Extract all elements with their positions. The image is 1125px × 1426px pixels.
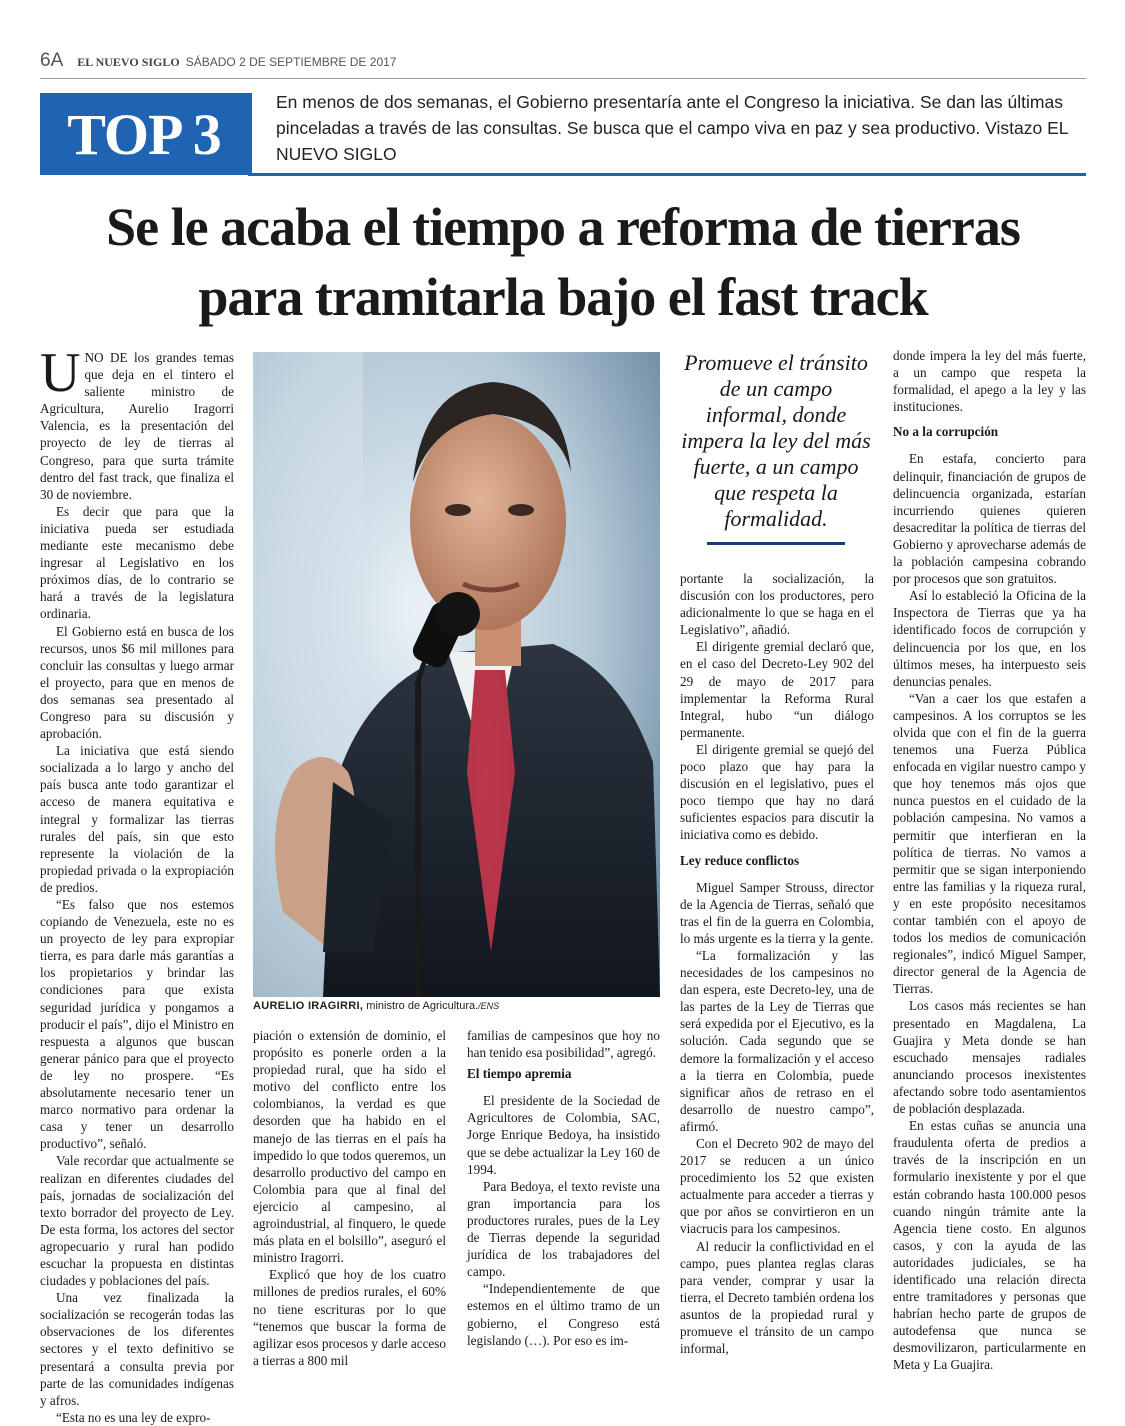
photo-illustration bbox=[253, 352, 660, 997]
article-paragraph: En estas cuñas se anuncia una fraudulenta oferta de predios a través de la inscripción en un formulario inexistente y por el que están cobrando hasta 100.000 pesos cuando ningún trámite ante la Agencia tiene costo. En algunos casos, y con la ayuda de las autoridades judiciales, se ha identificado una relación directa entre tramitadores y personas que habrían hecho parte de grupos de autodefensa que nunca se desmovilizaron, particularmente en Meta y La Guajira. bbox=[893, 1118, 1086, 1373]
newspaper-name: EL NUEVO SIGLO bbox=[77, 55, 180, 69]
article-paragraph: “La formalización y las necesidades de los campesinos no dan espera, este Decreto-ley, una de las partes de la Ley de Tierras que será expedida por el Ejecutivo, es la solución. Cada segundo que se demore la formalización y el acceso a la tierra en Colombia, puede significar años de retraso en el desarrollo de nuestro campo”, afirmó. bbox=[680, 947, 874, 1134]
article-column-2 bbox=[253, 1027, 446, 1369]
article-paragraph: Una vez finalizada la socialización se recogerán todas las observaciones de los diferentes sectores y el texto definitivo se presentará a consulta previa por parte de las comunidades indígenas y afros. bbox=[40, 1290, 234, 1408]
photo-credit: /ENS bbox=[478, 1001, 500, 1011]
headline-line-2: para tramitarla bajo el fast track bbox=[198, 267, 928, 327]
article-paragraph: Al reducir la conflictividad en el campo, pues plantea reglas claras para vender, comprar y usar la tierra, el Decreto también ordena los asuntos de la propiedad rural y promueve el tránsito de un campo informal, bbox=[680, 1238, 874, 1357]
article-paragraph: El presidente de la Sociedad de Agricultores de Colombia, SAC, Jorge Enrique Bedoya, ha insistido que se debe actualizar la Ley 160 de 1994. bbox=[467, 1093, 660, 1177]
article-paragraph: “Independientemente de que estemos en el último tramo de un gobierno, el Congreso está legislando (…). Por eso es im- bbox=[467, 1281, 660, 1348]
article-paragraph: “Es falso que nos estemos copiando de Venezuela, este no es un proyecto de ley para expropiar tierra, es para darle más garantías a los propietarios y brindar las condiciones para que exista seguridad jurídica y pongamos a producir el país”, dijo el Ministro en respuesta a algunos que buscan generar pánico para que el proyecto de ley no prospere. “Es absolutamente necesario tener un marco normativo para ordenar la casa y tener un desarrollo productivo”, señaló. bbox=[40, 897, 234, 1152]
article-paragraph: Explicó que hoy de los cuatro millones de predios rurales, el 60% no tiene escrituras por lo que “tenemos que buscar la forma de agilizar esos procesos y darle acceso a tierras a 800 mil bbox=[253, 1267, 446, 1368]
article-paragraph: El dirigente gremial declaró que, en el caso del Decreto-Ley 902 del 29 de mayo de 2017 para implementar la Reforma Rural Integral, hubo “un diálogo permanente. bbox=[680, 639, 874, 740]
minister-photo bbox=[253, 352, 660, 997]
article-paragraph: familias de campesinos que hoy no han tenido esa posibilidad”, agregó. bbox=[467, 1028, 660, 1061]
photo-caption bbox=[253, 1000, 660, 1012]
article-paragraph: Los casos más recientes se han presentado en Magdalena, La Guajira y Meta donde se han escuchado mensajes radiales anunciando procesos inexistentes afectando sobre todo asentamientos de población desplazada. bbox=[893, 998, 1086, 1117]
article-paragraph: piación o extensión de dominio, el propósito es ponerle orden a la propiedad rural, que ha sido el motivo del conflicto entre los colombianos, la verdad es que desorden que ha habido en el manejo de las tierras en el país ha impedido lo que todos queremos, un desarrollo productivo del campo en Colombia para que al final del ejercicio al campesino, al agroindustrial, al finquero, le quede más plata en el bolsillo”, aseguró el ministro Iragorri. bbox=[253, 1028, 446, 1266]
article-column-1 bbox=[40, 342, 234, 1426]
article-column-4 bbox=[680, 570, 874, 1357]
pull-quote: Promueve el tránsito de un campo informal, donde impera la ley del más fuerte, a un campo que respeta la formalidad. bbox=[681, 350, 871, 531]
article-paragraph: La iniciativa que está siendo socializada a lo largo y ancho del país busca ante todo garantizar el acceso de manera equitativa e integral y formalizar las tierras rurales del país, sin que esto represente la violación de la propiedad privada o la expropiación de predios. bbox=[40, 743, 234, 895]
article-paragraph: Vale recordar que actualmente se realizan en diferentes ciudades del país, jornadas de socialización del texto borrador del proyecto de Ley. De esta forma, los actores del sector agropecuario y rural han podido escuchar la propuesta en distintas ciudades y poblaciones del país. bbox=[40, 1153, 234, 1289]
article-paragraph: “Esta no es una ley de expro- bbox=[56, 1409, 211, 1425]
drop-cap: U bbox=[40, 342, 81, 404]
pull-quote-rule bbox=[707, 542, 845, 545]
article-paragraph: Para Bedoya, el texto reviste una gran importancia para los productores rurales, pues de la Ley de Tierras depende la seguridad jurídica de los trabajadores del campo. bbox=[467, 1178, 660, 1280]
article-paragraph: El Gobierno está en busca de los recursos, unos $6 mil millones para concluir las consultas y luego armar el proyecto, para que en menos de dos semanas sea presentado al Congreso para su discusión y aprobación. bbox=[40, 623, 234, 742]
article-paragraph: NO DE los grandes temas que deja en el tintero el saliente ministro de Agricultura, Aurelio Iragorri Valencia, es la presentación del proyecto de ley de tierras al Congreso, para que surta trámite dentro del fast track, que finaliza el 30 de noviembre. bbox=[40, 350, 234, 502]
article-paragraph: “Van a caer los que estafen a campesinos. A los corruptos se les olvida que con el fin de la guerra tenemos una Fuerza Pública enfocada en vigilar nuestro campo y que hoy tenemos más ojos que nunca puestos en el cuidado de la población campesina. No vamos a permitir que interfieran en la política de tierras. No vamos a permitir que se sigan interponiendo entre las familias y la riqueza rural, y en este propósito necesitamos contar también con el apoyo de todos los medios de comunicación regionales”, indicó Miguel Samper, director general de la Agencia de Tierras. bbox=[893, 690, 1086, 997]
article-paragraph: donde impera la ley del más fuerte, a un campo que respeta la formalidad, el apego a la ley y las instituciones. bbox=[893, 348, 1086, 415]
subheading-ley-reduce-conflictos: Ley reduce conflictos bbox=[680, 852, 800, 868]
article-paragraph: portante la socialización, la discusión con los productores, pero adicionalmente lo que se haga en el Legislativo”, añadió. bbox=[680, 571, 874, 638]
headline bbox=[40, 192, 1086, 332]
page-number: 6A bbox=[40, 50, 64, 71]
subheading-no-a-la-corrupcion: No a la corrupción bbox=[893, 424, 999, 440]
article-column-3 bbox=[467, 1027, 660, 1349]
article-paragraph: Así lo estableció la Oficina de la Inspectora de Tierras que ya ha identificado focos de corrupción y delincuencia por los que, en los últimos meses, ha interpuesto seis denuncias penales. bbox=[893, 588, 1086, 689]
caption-text: ministro de Agricultura. bbox=[363, 1000, 479, 1012]
section-rule-bottom bbox=[248, 173, 1086, 176]
article-paragraph: Es decir que para que la iniciativa pueda ser estudiada mediante este mecanismo debe ingresar al Legislativo en los próximos días, de lo contrario se hará a través de la legislatura ordinaria. bbox=[40, 503, 234, 622]
folio-line bbox=[40, 50, 1086, 79]
section-badge: TOP 3 bbox=[40, 93, 248, 175]
article-paragraph: El dirigente gremial se quejó del poco plazo que hay para la discusión en el legislativo, pues el poco tiempo que hay no dará suficientes espacios para discutir la iniciativa como es debido. bbox=[680, 741, 874, 843]
caption-name: AURELIO IRAGIRRI, bbox=[253, 1000, 364, 1012]
issue-date: SÁBADO 2 DE SEPTIEMBRE DE 2017 bbox=[185, 55, 397, 69]
headline-line-1: Se le acaba el tiempo a reforma de tierras bbox=[106, 197, 1020, 257]
article-column-5 bbox=[893, 347, 1086, 1374]
article-paragraph: En estafa, concierto para delinquir, financiación de grupos de delincuencia organizada, estarían incurriendo quienes quieren desacreditar la política de tierras del Gobierno y aprovecharse además de la población campesina cobrando por procesos que son gratuitos. bbox=[893, 451, 1086, 587]
section-rule-left bbox=[248, 93, 252, 176]
subheading-el-tiempo-apremia: El tiempo apremia bbox=[467, 1066, 572, 1082]
article-paragraph: Miguel Samper Strouss, director de la Agencia de Tierras, señaló que tras el fin de la guerra en Colombia, lo más urgente es la tierra y la gente. bbox=[680, 879, 874, 946]
article-paragraph: Con el Decreto 902 de mayo del 2017 se reducen a un único procedimiento los 52 que existen actualmente para acceder a tierras y que por años se convirtieron en un viacrucis para los campesinos. bbox=[680, 1136, 874, 1237]
section-deck: En menos de dos semanas, el Gobierno presentaría ante el Congreso la iniciativa. Se dan las últimas pinceladas a través de las consultas. Se busca que el campo viva en paz y sea productivo. Vistazo EL NUEVO SIGLO bbox=[276, 92, 1068, 164]
